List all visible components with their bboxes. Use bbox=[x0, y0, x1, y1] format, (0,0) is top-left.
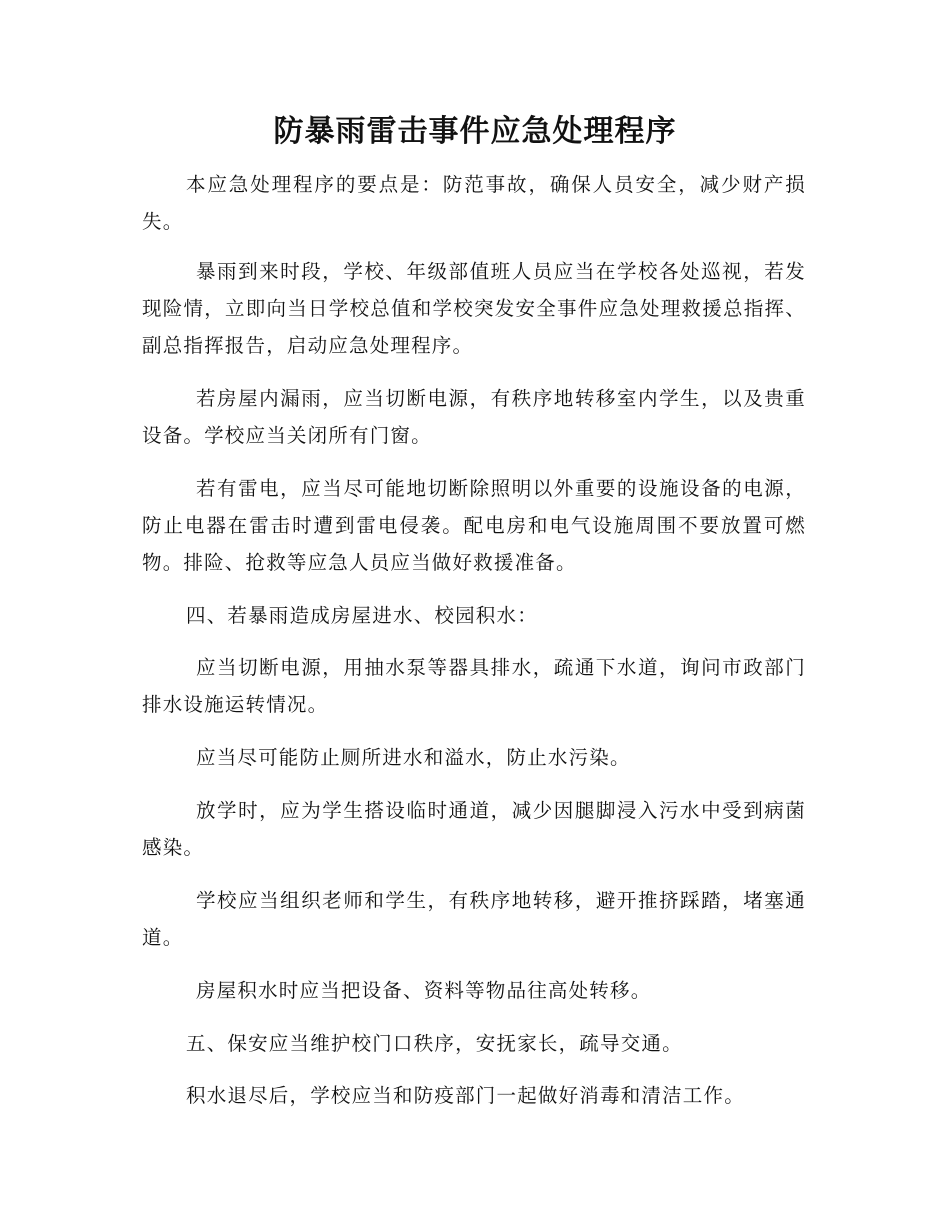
paragraph-evacuation: 学校应当组织老师和学生，有秩序地转移，避开推挤踩踏，堵塞通道。 bbox=[142, 889, 806, 949]
paragraph-section-five: 五、保安应当维护校门口秩序，安抚家长，疏导交通。 bbox=[186, 1032, 683, 1055]
paragraph-intro: 本应急处理程序的要点是：防范事故，确保人员安全，减少财产损失。 bbox=[142, 173, 806, 233]
paragraph-move-equipment: 房屋积水时应当把设备、资料等物品往高处转移。 bbox=[196, 979, 652, 1002]
paragraph-lightning: 若有雷电，应当尽可能地切断除照明以外重要的设施设备的电源，防止电器在雷击时遭到雷电侵袭。配电房和电气设施周围不要放置可燃物。排险、抢救等应急人员应当做好救援准备。 bbox=[142, 477, 806, 574]
paragraph-temporary-passage: 放学时，应为学生搭设临时通道，减少因腿脚浸入污水中受到病菌感染。 bbox=[142, 799, 806, 859]
paragraph-roof-leak: 若房屋内漏雨，应当切断电源，有秩序地转移室内学生，以及贵重设备。学校应当关闭所有门窗。 bbox=[142, 387, 806, 447]
paragraph-toilet: 应当尽可能防止厕所进水和溢水，防止水污染。 bbox=[196, 746, 631, 769]
document-title: 防暴雨雷击事件应急处理程序 bbox=[273, 114, 677, 149]
paragraph-section-four: 四、若暴雨造成房屋进水、校园积水： bbox=[186, 604, 538, 627]
paragraph-storm-patrol: 暴雨到来时段，学校、年级部值班人员应当在学校各处巡视，若发现险情，立即向当日学校总值和学校突发安全事件应急处理救援总指挥、副总指挥报告，启动应急处理程序。 bbox=[142, 260, 806, 357]
paragraph-disinfection: 积水退尽后，学校应当和防疫部门一起做好消毒和清洁工作。 bbox=[186, 1084, 745, 1107]
paragraph-drainage: 应当切断电源，用抽水泵等器具排水，疏通下水道，询问市政部门排水设施运转情况。 bbox=[142, 656, 806, 716]
